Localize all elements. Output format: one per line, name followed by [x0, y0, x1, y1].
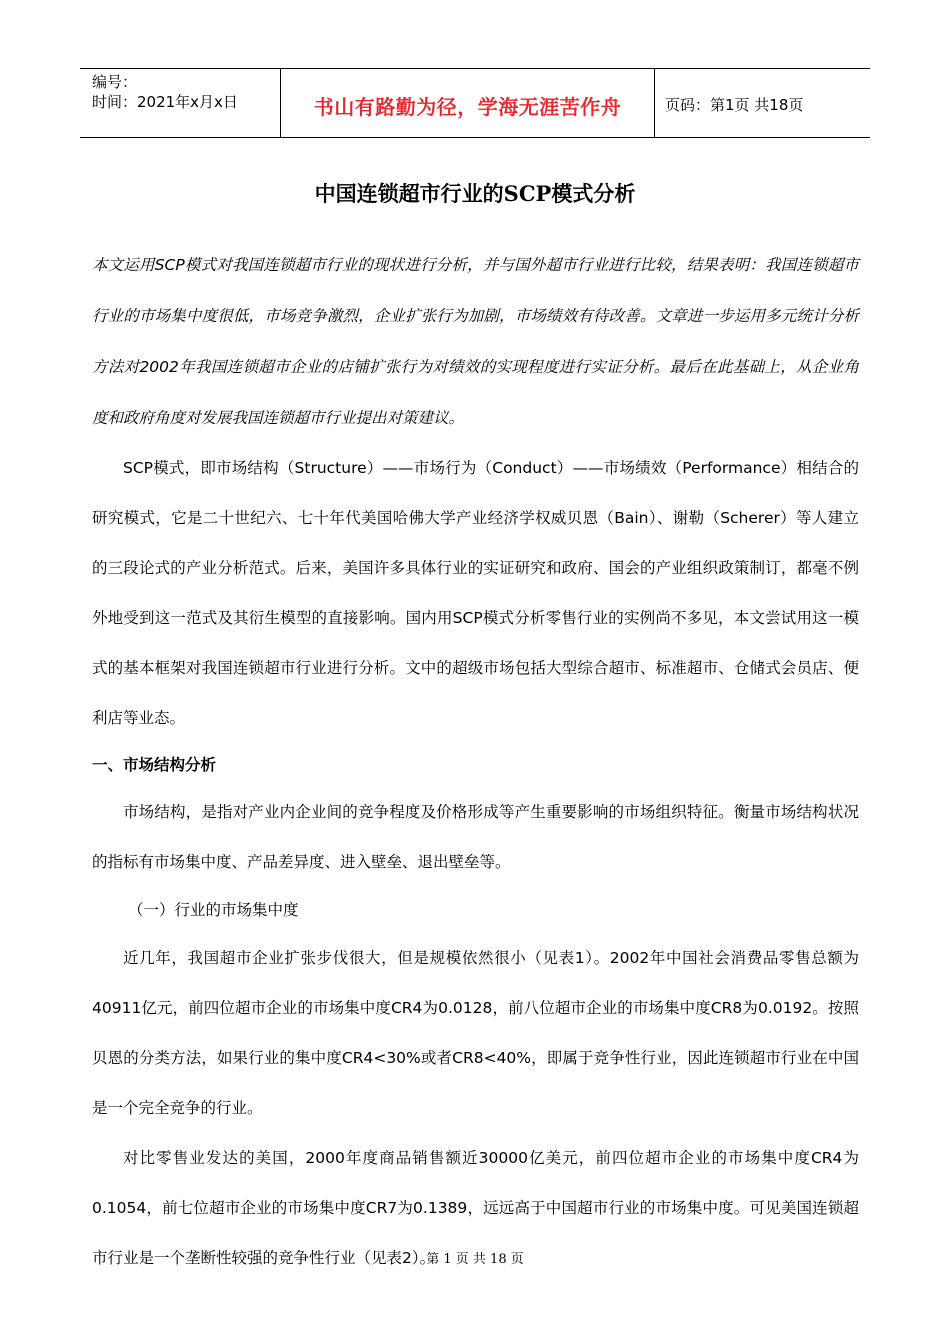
abstract-paragraph: 本文运用SCP模式对我国连锁超市行业的现状进行分析，并与国外超市行业进行比较，结果表明：我国连锁超市行业的市场集中度很低，市场竞争激烈，企业扩张行为加剧，市场绩效有待改善。文章进一步运用多元统计分析方法对2002年我国连锁超市企业的店铺扩张行为对绩效的实现程度进行实证分析。最后在此基础上，从企业角度和政府角度对发展我国连锁超市行业提出对策建议。	[92, 256, 859, 427]
body-paragraph: 市场结构，是指对产业内企业间的竞争程度及价格形成等产生重要影响的市场组织特征。衡量市场结构状况的指标有市场集中度、产品差异度、进入壁垒、退出壁垒等。	[92, 803, 859, 871]
document-header	[80, 68, 870, 138]
section-heading: 一、市场结构分析	[92, 756, 217, 774]
page-footer: 第 1 页 共 18 页	[426, 1252, 524, 1267]
intro-paragraph: SCP模式，即市场结构（Structure）——市场行为（Conduct）——市场绩效（Performance）相结合的研究模式，它是二十世纪六、七十年代美国哈佛大学产业经济学权威贝恩（Bain）、谢勒（Scherer）等人建立的三段论式的产业分析范式。后来，美国许多具体行业的实证研究和政府、国会的产业组织政策制订，都毫不例外地受到这一范式及其衍生模型的直接影响。国内用SCP模式分析零售行业的实例尚不多见，本文尝试用这一模式的基本框架对我国连锁超市行业进行分析。文中的超级市场包括大型综合超市、标准超市、仓储式会员店、便利店等业态。	[92, 459, 859, 727]
document-date-label: 时间：2021年x月x日	[92, 93, 238, 111]
header-meta	[80, 69, 281, 137]
header-motto: 书山有路勤为径，学海无涯苦作舟	[281, 69, 655, 137]
header-page-info: 页码：第1页 共18页	[665, 95, 804, 114]
document-title: 中国连锁超市行业的SCP模式分析	[314, 181, 636, 206]
document-body	[92, 240, 859, 1283]
body-paragraph: 近几年，我国超市企业扩张步伐很大，但是规模依然很小（见表1）。2002年中国社会消费品零售总额为40911亿元，前四位超市企业的市场集中度CR4为0.0128，前八位超市企业的市场集中度CR8为0.0192。按照贝恩的分类方法，如果行业的集中度CR4<30%或者CR8<40%，即属于竞争性行业，因此连锁超市行业在中国是一个完全竞争的行业。	[92, 949, 859, 1117]
document-number-label: 编号：	[92, 73, 138, 91]
subsection-heading: （一）行业的市场集中度	[128, 901, 299, 919]
body-paragraph: 对比零售业发达的美国，2000年度商品销售额近30000亿美元，前四位超市企业的市场集中度CR4为0.1054，前七位超市企业的市场集中度CR7为0.1389，远远高于中国超市行业的市场集中度。可见美国连锁超市行业是一个垄断性较强的竞争性行业（见表2）。	[92, 1149, 859, 1267]
